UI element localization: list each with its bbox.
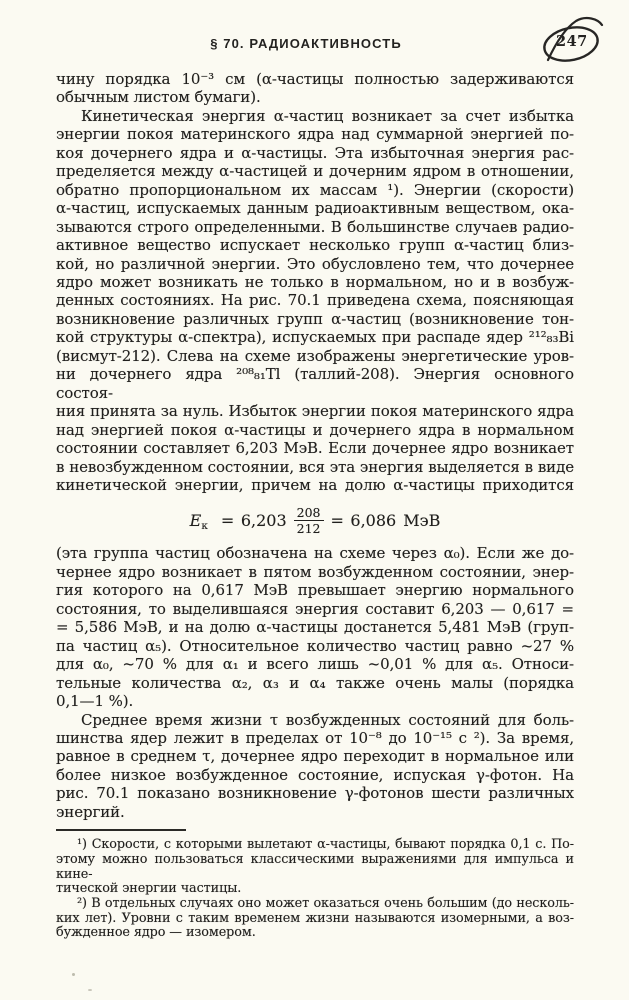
text-line: ядро может возникать не только в нормальном, но и в возбуж- [56,272,574,291]
text-line: (висмут-212). Слева на схеме изображены энергетические уров- [56,346,574,365]
text-line: кой структуры α-спектра), испускаемых при распаде ядер ²¹²₈₃Bi [56,328,574,347]
text-line: (эта группа частиц обозначена на схеме через α₀). Если же до- [56,544,574,563]
paragraph [56,107,574,495]
paragraph-group [56,544,574,821]
formula-fraction [294,505,324,536]
running-header [56,36,556,51]
text-line: равное в среднем τ, дочернее ядро переходит в нормальное или [56,747,574,766]
text-line: α-частиц, испускаемых данным радиоактивным веществом, ока- [56,199,574,218]
text-line: кой, но различной энергии. Это обусловлено тем, что дочернее [56,254,574,273]
formula-coefficient: 6,203 [240,510,287,530]
paragraph [56,897,574,941]
text-line: ния принята за нуль. Избыток энергии покоя материнского ядра [56,402,574,421]
text-line: обычным листом бумаги). [56,88,261,107]
text-line: состояния, то выделившаяся энергия составит 6,203 — 0,617 = [56,599,574,618]
fraction-denominator: 212 [294,520,324,536]
text-line: 0,1—1 %). [56,692,134,711]
scan-speck [88,989,92,991]
formula-result: 6,086 [350,510,397,530]
text-line: активное вещество испускает несколько групп α-частиц близ- [56,236,574,255]
text-line: Среднее время жизни τ возбужденных состояний для боль- [81,710,574,729]
text-line: ¹) Скорости, с которыми вылетают α-частицы, бывают порядка 0,1 c. По- [77,837,574,853]
text-line: денных состояниях. На рис. 70.1 приведена схема, поясняющая [56,291,574,310]
page-number: 247 [556,33,588,50]
paragraph [56,711,574,822]
text-line: рис. 70.1 показано возникновение γ-фотонов шести различных [56,784,574,803]
text-line: чернее ядро возникает в пятом возбужденном состоянии, энер- [56,562,574,581]
text-line: энергии покоя материнского ядра над суммарной энергией по- [56,125,574,144]
text-line: коя дочернего ядра и α-частицы. Эта избыточная энергия рас- [56,143,574,162]
scan-speck [72,973,75,976]
text-line: тельные количества α₂, α₃ и α₄ также очень малы (порядка [56,673,574,692]
text-line: чину порядка 10⁻³ см (α-частицы полностью задерживаются [56,70,574,88]
text-line: зываются строго определенными. В большинстве случаев радио- [56,217,574,236]
text-line: гия которого на 0,617 МэВ превышает энергию нормального [56,581,574,600]
formula-symbol-letter: E [189,510,202,530]
text-line: энергий. [56,802,125,821]
circled-page-number [533,16,609,68]
text-line: в невозбужденном состоянии, вся эта энергия выделяется в виде [56,457,574,476]
text-line: шинства ядер лежит в пределах от 10⁻⁸ до 10⁻¹⁵ с ²). За время, [56,728,574,747]
text-line: ких лет). Уровни с таким временем жизни называются изомерными, а воз- [56,910,574,926]
kinetic-energy-formula [56,498,574,542]
text-line: бужденное ядро — изомером. [56,925,256,941]
text-line: = 5,586 МэВ, и на долю α-частицы достанется 5,481 МэВ (груп- [56,618,574,637]
formula-symbol [190,511,208,530]
text-line: для α₀, ~70 % для α₁ и всего лишь ~0,01 % для α₅. Относи- [56,655,574,674]
paragraph [56,544,574,710]
footnotes-section [56,838,574,941]
text-line: па частиц α₅). Относительное количество частиц равно ~27 % [56,636,574,655]
footnote-divider [56,829,186,831]
text-line: более низкое возбужденное состояние, испуская γ-фотон. На [56,765,574,784]
section-title: § 70. РАДИОАКТИВНОСТЬ [210,36,402,51]
text-line: Кинетическая энергия α-частиц возникает за счет избытка [81,106,574,125]
formula-symbol-subscript: к [201,519,208,532]
text-line: кинетической энергии, причем на долю α-частицы приходится [56,475,574,494]
text-line: обратно пропорциональном их массам ¹). Энергии (скорости) [56,180,574,199]
text-line: ²) В отдельных случаях оно может оказаться очень большим (до несколь- [77,896,574,912]
formula-unit: МэВ [403,510,441,530]
text-line: над энергией покоя α-частицы и дочернего ядра в нормальном [56,420,574,439]
text-line: состоянии составляет 6,203 МэВ. Если дочернее ядро возникает [56,439,574,458]
text-line: тической энергии частицы. [56,881,242,897]
text-line: пределяется между α-частицей и дочерним ядром в отношении, [56,162,574,181]
text-column [56,70,574,941]
paragraph-group [56,70,574,494]
text-line: этому можно пользоваться классическими выражениями для импульса и кине- [56,851,574,882]
equals-sign: = [330,510,344,530]
equals-sign: = [220,510,234,530]
paragraph [56,838,574,897]
fraction-numerator: 208 [296,504,321,520]
paragraph [56,70,574,107]
text-line: возникновение различных групп α-частиц (возникновение тон- [56,309,574,328]
text-line: ни дочернего ядра ²⁰⁸₈₁Tl (таллий-208). Энергия основного состоя- [56,365,574,402]
